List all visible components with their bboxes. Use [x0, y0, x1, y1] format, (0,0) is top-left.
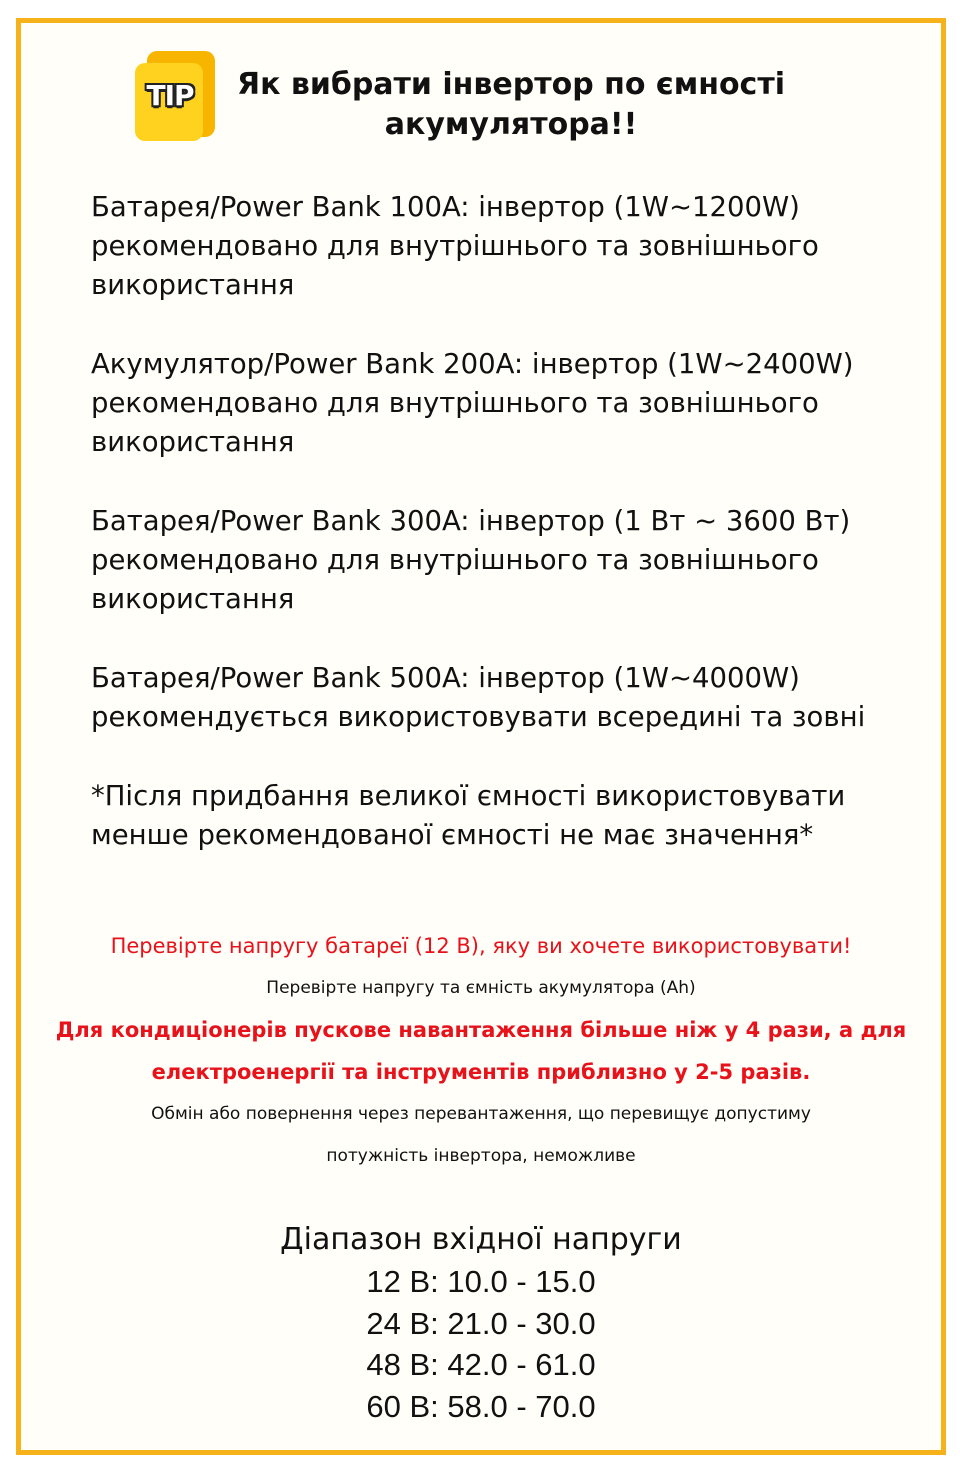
- info-card: [16, 18, 946, 1455]
- recommendation-line: Батарея/Power Bank 100A: інвертор (1W~1200W): [91, 191, 800, 223]
- recommendation-500a: [91, 659, 931, 737]
- recommendation-line: використання: [91, 426, 295, 458]
- return-policy-line-1: Обмін або повернення через перевантаження, що перевищує допустиму: [151, 1104, 811, 1124]
- input-voltage-range: [21, 1219, 941, 1427]
- check-voltage-warning: Перевірте напругу батареї (12 В), яку ви хочете використовувати!: [110, 934, 852, 958]
- footnote-line: *Після придбання великої ємності використовувати: [91, 780, 846, 812]
- recommendation-300a: [91, 502, 931, 619]
- recommendation-line: використання: [91, 269, 295, 301]
- title-line-2: акумулятора!!: [384, 107, 638, 142]
- recommendation-line: Батарея/Power Bank 300A: інвертор (1 Вт ~ 3600 Вт): [91, 505, 851, 537]
- title-line-1: Як вибрати інвертор по ємності: [236, 67, 786, 102]
- capacity-footnote: [91, 777, 931, 855]
- voltage-row-48v: 48 В: 42.0 - 61.0: [366, 1347, 596, 1382]
- startup-load-warning-line-1: Для кондиціонерів пускове навантаження більше ніж у 4 рази, а для: [55, 1018, 907, 1042]
- header: [21, 43, 941, 163]
- capacity-recommendations: [91, 188, 931, 895]
- recommendation-line: рекомендовано для внутрішнього та зовнішнього: [91, 387, 819, 419]
- recommendation-100a: [91, 188, 931, 305]
- startup-load-warning-line-2: електроенергії та інструментів приблизно у 2-5 разів.: [151, 1060, 811, 1084]
- footnote-line: менше рекомендованої ємності не має значення*: [91, 819, 814, 851]
- recommendation-line: Акумулятор/Power Bank 200A: інвертор (1W~2400W): [91, 348, 854, 380]
- voltage-row-12v: 12 В: 10.0 - 15.0: [366, 1264, 596, 1299]
- voltage-range-title: Діапазон вхідної напруги: [280, 1222, 682, 1257]
- recommendation-line: рекомендовано для внутрішнього та зовнішнього: [91, 230, 819, 262]
- warning-notes: [21, 925, 941, 1177]
- tip-badge-text: TIP: [146, 79, 194, 112]
- check-capacity-note: Перевірте напругу та ємність акумулятора (Ah): [266, 978, 696, 998]
- recommendation-line: використання: [91, 583, 295, 615]
- return-policy-line-2: потужність інвертора, неможливе: [326, 1146, 636, 1166]
- tip-badge-icon: [135, 51, 217, 141]
- recommendation-line: рекомендується використовувати всередині та зовні: [91, 701, 866, 733]
- voltage-row-60v: 60 В: 58.0 - 70.0: [366, 1388, 596, 1424]
- voltage-row-24v: 24 В: 21.0 - 30.0: [366, 1305, 596, 1341]
- page-title: [221, 65, 801, 145]
- recommendation-200a: [91, 345, 931, 462]
- recommendation-line: Батарея/Power Bank 500A: інвертор (1W~4000W): [91, 662, 800, 694]
- recommendation-line: рекомендовано для внутрішнього та зовнішнього: [91, 544, 819, 576]
